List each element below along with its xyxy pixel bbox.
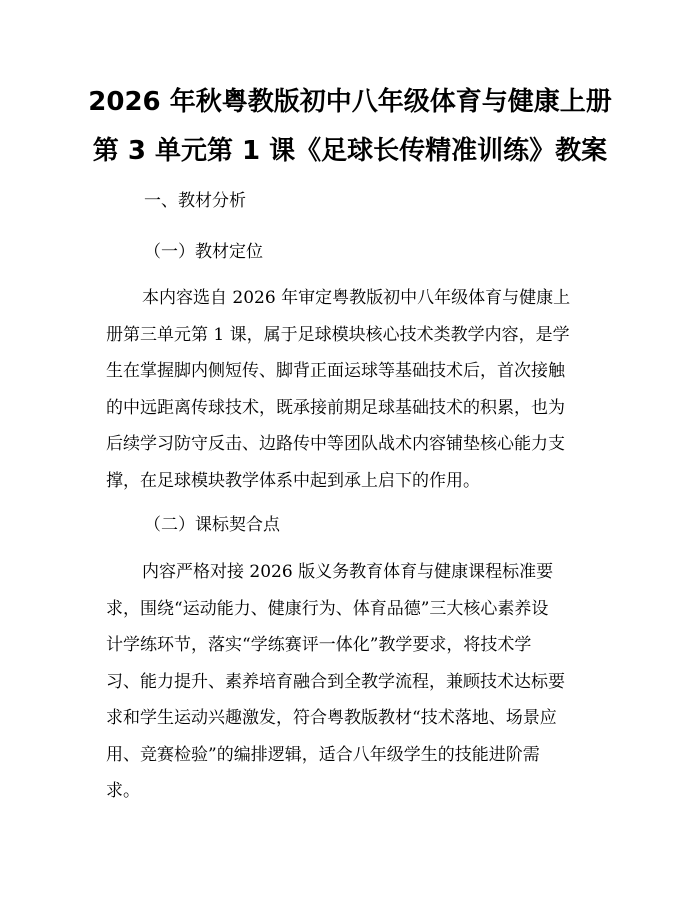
paragraph-line: 的中远距离传球技术，既承接前期足球基础技术的积累，也为 xyxy=(106,397,565,418)
paragraph-line: 生在掌握脚内侧短传、脚背正面运球等基础技术后，首次接触 xyxy=(106,361,565,381)
paragraph-line: 用、竞赛检验”的编排逻辑，适合八年级学生的技能进阶需 xyxy=(106,744,540,765)
paragraph-curriculum-fit xyxy=(106,554,606,810)
paragraph-line: 求，围绕“运动能力、健康行为、体育品德”三大核心素养设 xyxy=(106,598,549,619)
paragraph-line: 本内容选自 2026 年审定粤教版初中八年级体育与健康上 xyxy=(142,288,571,308)
section-heading-textbook-analysis: 一、教材分析 xyxy=(144,191,246,211)
paragraph-line: 内容严格对接 2026 版义务教育体育与健康课程标准要 xyxy=(142,562,554,582)
paragraph-positioning xyxy=(106,280,606,499)
paragraph-line: 计学练环节，落实“学练赛评一体化”教学要求，将技术学 xyxy=(106,635,532,655)
paragraph-line: 求。 xyxy=(106,781,140,801)
paragraph-line: 求和学生运动兴趣激发，符合粤教版教材“技术落地、场景应 xyxy=(106,708,557,728)
subsection-heading-positioning: （一）教材定位 xyxy=(144,242,263,262)
paragraph-line: 撑，在足球模块教学体系中起到承上启下的作用。 xyxy=(106,470,480,491)
paragraph-line: 习、能力提升、素养培育融合到全教学流程，兼顾技术达标要 xyxy=(106,671,565,692)
document-title-line-2: 第 3 单元第 1 课《足球长传精准训练》教案 xyxy=(92,136,608,166)
paragraph-line: 册第三单元第 1 课，属于足球模块核心技术类教学内容，是学 xyxy=(106,324,570,345)
paragraph-line: 后续学习防守反击、边路传中等团队战术内容铺垫核心能力支 xyxy=(106,434,565,454)
document-title-line-1: 2026 年秋粤教版初中八年级体育与健康上册 xyxy=(88,87,612,117)
subsection-heading-curriculum-fit: （二）课标契合点 xyxy=(144,515,280,535)
